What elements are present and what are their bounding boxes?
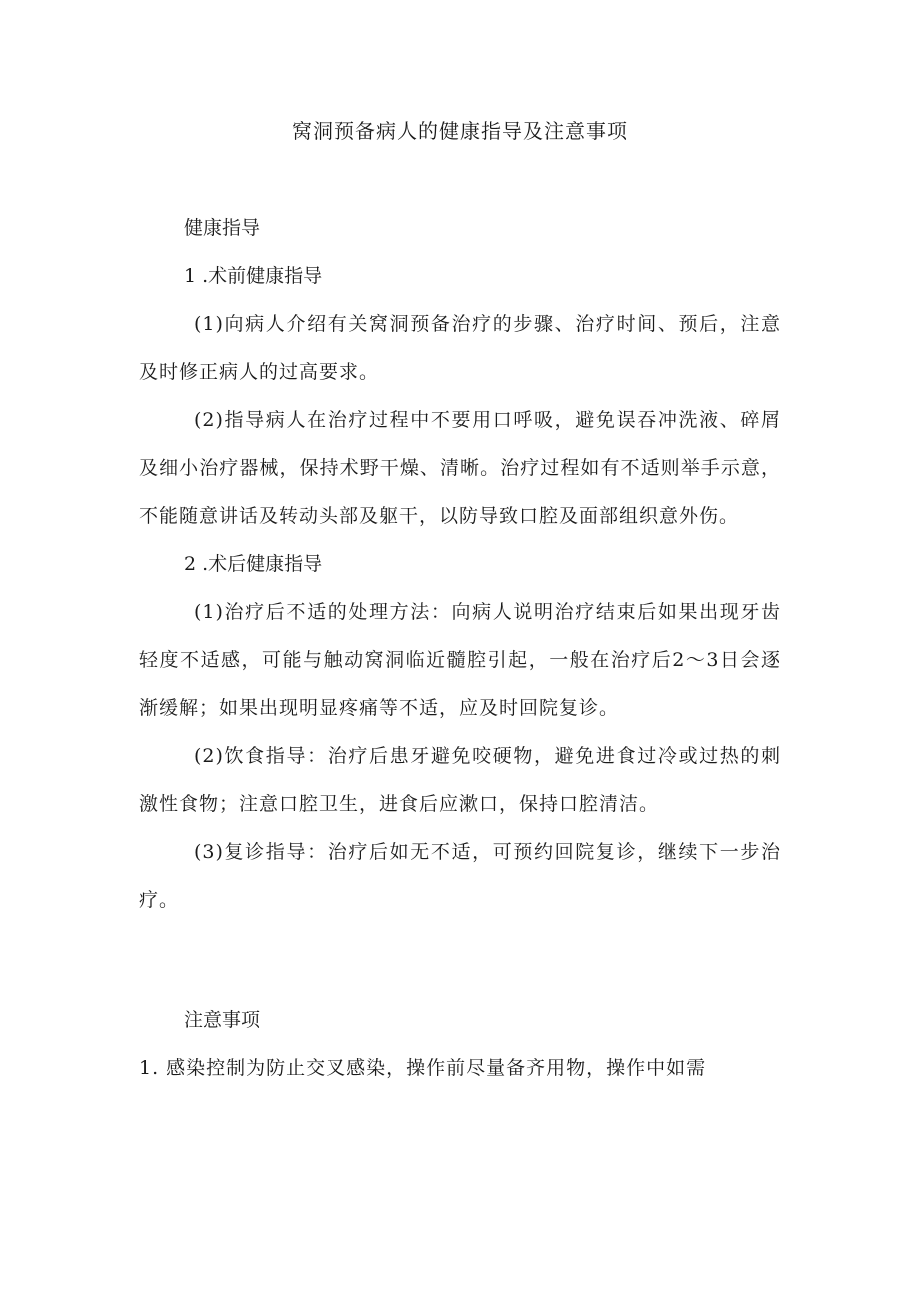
paragraph-preop-2: (2)指导病人在治疗过程中不要用口呼吸，避免误吞冲洗液、碎屑及细小治疗器械，保持术野干燥、清晰。治疗过程如有不适则举手示意，不能随意讲话及转动头部及躯干，以防导致口腔及面部组织意外伤。 [139, 409, 781, 527]
page-title: 窝洞预备病人的健康指导及注意事项 [292, 119, 628, 143]
section-heading-precautions: 注意事项 [184, 1009, 261, 1031]
section-heading-health-guidance: 健康指导 [184, 217, 261, 239]
paragraph-precautions-1: 1. 感染控制为防止交叉感染，操作前尽量备齐用物，操作中如需 [139, 1057, 707, 1079]
paragraph-preop-1: (1)向病人介绍有关窝洞预备治疗的步骤、治疗时间、预后，注意及时修正病人的过高要求。 [139, 313, 781, 383]
paragraph-postop-3: (3)复诊指导：治疗后如无不适，可预约回院复诊，继续下一步治疗。 [139, 841, 781, 911]
document-body [139, 204, 781, 1092]
paragraph-postop-2: (2)饮食指导：治疗后患牙避免咬硬物，避免进食过冷或过热的刺激性食物；注意口腔卫生，进食后应漱口，保持口腔清洁。 [139, 745, 781, 815]
subheading-postop-guidance: 2 .术后健康指导 [184, 553, 323, 575]
paragraph-postop-1: (1)治疗后不适的处理方法：向病人说明治疗结束后如果出现牙齿轻度不适感，可能与触动窝洞临近髓腔引起，一般在治疗后2～3日会逐渐缓解；如果出现明显疼痛等不适，应及时回院复诊。 [139, 601, 781, 719]
subheading-preop-guidance: 1 .术前健康指导 [184, 265, 323, 287]
